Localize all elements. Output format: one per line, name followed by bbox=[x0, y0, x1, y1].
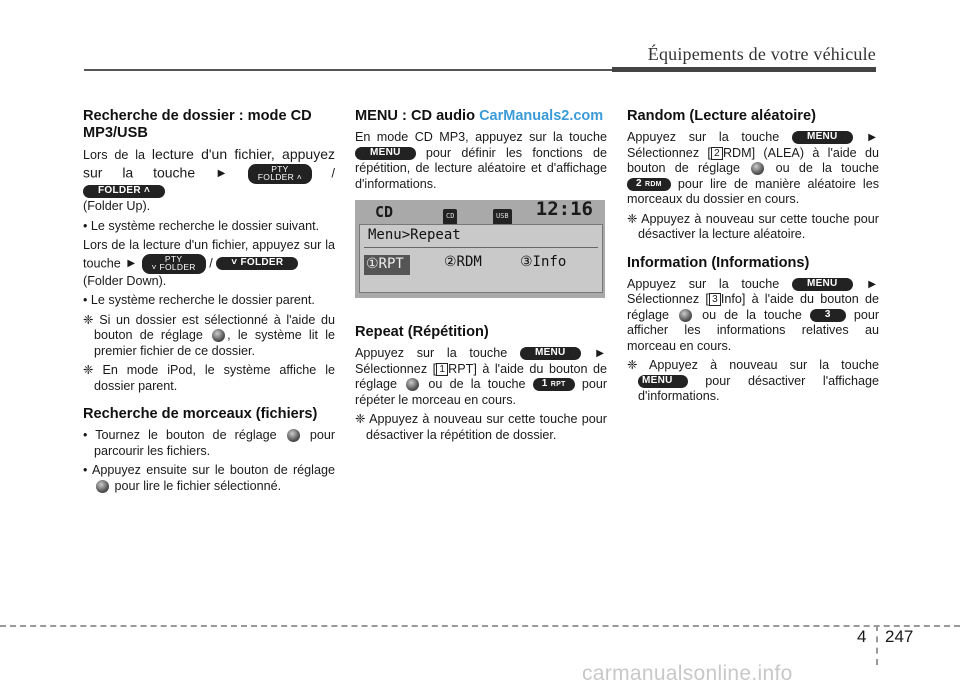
text: ou de la touche bbox=[702, 307, 802, 322]
slash: / bbox=[331, 165, 335, 180]
footer-rule bbox=[0, 625, 960, 627]
display-divider bbox=[364, 247, 598, 248]
text: ou de la touche bbox=[775, 161, 879, 176]
arrow-right-icon: ▶ bbox=[868, 132, 876, 143]
section-heading-menu-cd-audio bbox=[355, 108, 607, 125]
section-heading-repeat: Repeat (Répétition) bbox=[355, 324, 489, 340]
pty-folder-down-button: PTY ˅ FOLDER bbox=[142, 254, 206, 274]
display-option-rdm: ②RDM bbox=[444, 254, 482, 270]
text: Sélectionnez [ bbox=[355, 361, 437, 376]
head-unit-display bbox=[355, 200, 605, 298]
display-clock: 12:16 bbox=[535, 198, 593, 220]
arrow-right-icon: ▶ bbox=[596, 348, 604, 359]
button-label: PTY bbox=[164, 253, 183, 264]
text: pour lire le fichier sélectionné. bbox=[114, 478, 282, 493]
display-source-label: CD bbox=[375, 203, 394, 221]
text: pour parcourir les fichiers. bbox=[94, 428, 336, 458]
paragraph-folder-up bbox=[83, 147, 335, 215]
page-header-title: Équipements de votre véhicule bbox=[647, 44, 876, 64]
arrow-right-icon: ▶ bbox=[217, 167, 226, 179]
section-heading-track-search: Recherche de morceaux (fichiers) bbox=[83, 406, 318, 422]
button-label: PTY bbox=[271, 163, 289, 174]
tune-knob-icon bbox=[212, 329, 225, 342]
button-label: FOLDER bbox=[159, 261, 196, 272]
text: Info] à l'aide du bouton de réglage bbox=[627, 292, 879, 322]
arrow-right-icon: ▶ bbox=[868, 278, 876, 290]
text: ❈ Appuyez à nouveau sur la touche bbox=[627, 358, 879, 373]
display-menu-title: Menu>Repeat bbox=[368, 227, 461, 243]
left-column bbox=[83, 108, 335, 498]
text: Sélectionnez [ bbox=[627, 145, 711, 160]
text: Lors de la lecture d'un fichier, appuyez sur la touche bbox=[83, 238, 335, 270]
display-usb-tag: USB bbox=[493, 209, 512, 225]
button-label: 2 bbox=[636, 177, 642, 189]
tune-knob-icon bbox=[751, 162, 764, 175]
inline-watermark: CarManuals2.com bbox=[479, 108, 604, 124]
bullet-press-knob bbox=[83, 463, 335, 494]
footer-watermark: carmanualsonline.info bbox=[582, 662, 793, 685]
text: Appuyez sur la touche bbox=[627, 276, 780, 291]
middle-column bbox=[355, 108, 607, 447]
button-label: 1 bbox=[541, 378, 548, 390]
menu-button: MENU bbox=[355, 147, 416, 160]
slash: / bbox=[209, 255, 213, 270]
text: (Folder Down). bbox=[83, 273, 167, 288]
text: RPT] à l'aide du bouton de réglage bbox=[355, 361, 607, 392]
display-cd-tag: CD bbox=[443, 209, 457, 225]
note-folder-selected bbox=[83, 313, 335, 360]
tune-knob-icon bbox=[96, 480, 109, 493]
bullet-next-folder: • Le système recherche le dossier suivant. bbox=[83, 218, 320, 233]
header-rule-accent bbox=[612, 67, 876, 72]
button-label: FOLDER bbox=[257, 171, 295, 182]
text: ❈ Si un dossier est sélectionné à l'aide du bouton de réglage bbox=[83, 312, 335, 342]
tune-knob-icon bbox=[287, 429, 300, 442]
paragraph-repeat bbox=[355, 346, 607, 408]
paragraph-folder-down bbox=[83, 238, 335, 289]
right-column bbox=[627, 108, 879, 409]
text: pour désactiver l'affichage d'informations. bbox=[638, 373, 879, 404]
pty-folder-up-button: PTY FOLDER ˄ bbox=[248, 164, 312, 184]
display-option-info: ③Info bbox=[520, 254, 567, 270]
chapter-number: 4 bbox=[857, 627, 867, 646]
heading-text: MENU : CD audio bbox=[355, 108, 475, 124]
text: lecture d'un fichier, appuyez sur la touche bbox=[83, 146, 335, 180]
bullet-parent-folder: • Le système recherche le dossier parent. bbox=[83, 293, 315, 307]
folder-up-button: FOLDER ˄ bbox=[83, 185, 165, 198]
text: • Tournez le bouton de réglage bbox=[83, 428, 277, 442]
text: Appuyez sur la touche bbox=[355, 346, 508, 361]
display-option-rpt: ①RPT bbox=[364, 255, 410, 275]
paragraph-menu-intro bbox=[355, 130, 607, 192]
text: , le système lit le premier fichier de ce dossier. bbox=[94, 328, 335, 358]
note-repeat-off: ❈ Appuyez à nouveau sur cette touche pour désactiver la répétition de dossier. bbox=[355, 412, 607, 442]
footer-divider bbox=[876, 625, 878, 665]
menu-button: MENU bbox=[792, 131, 853, 144]
text: Appuyez sur la touche bbox=[627, 130, 780, 145]
section-heading-random: Random (Lecture aléatoire) bbox=[627, 108, 816, 124]
number-three-icon: 3 bbox=[709, 293, 721, 306]
rdm-button bbox=[627, 178, 671, 191]
button-label: FOLDER bbox=[240, 257, 284, 268]
menu-button: MENU bbox=[792, 278, 853, 291]
number-one-icon: 1 bbox=[436, 363, 448, 376]
button-label: RPT bbox=[550, 381, 566, 389]
rpt-button bbox=[533, 378, 575, 391]
folder-down-button: ˅ FOLDER bbox=[216, 257, 298, 270]
menu-button: MENU bbox=[520, 347, 581, 360]
page-number: 247 bbox=[885, 627, 914, 646]
number-two-icon: 2 bbox=[711, 147, 723, 160]
bullet-turn-knob bbox=[83, 428, 335, 459]
text: pour répéter le morceau en cours. bbox=[355, 377, 608, 407]
text: ou de la touche bbox=[428, 377, 526, 392]
paragraph-random bbox=[627, 130, 879, 208]
note-info-off bbox=[627, 358, 879, 405]
tune-knob-icon bbox=[679, 309, 692, 322]
text: pour afficher les informations relatives au morceau en cours. bbox=[627, 307, 880, 353]
button-label: RDM bbox=[644, 180, 662, 188]
button-label: FOLDER bbox=[98, 184, 141, 196]
note-random-off: ❈ Appuyez à nouveau sur cette touche pour désactiver la lecture aléatoire. bbox=[627, 211, 879, 242]
text: (Folder Up). bbox=[83, 199, 151, 213]
text: Lors de la bbox=[83, 148, 145, 162]
text: En mode CD MP3, appuyez sur la touche bbox=[355, 130, 607, 144]
section-heading-folder-search: Recherche de dossier : mode CD MP3/USB bbox=[83, 108, 312, 141]
text: pour définir les fonctions de répétition, de lecture aléatoire et d'affichage d'informations. bbox=[355, 145, 607, 191]
paragraph-information bbox=[627, 277, 879, 355]
info-button: 3 bbox=[810, 309, 846, 322]
display-menu-panel bbox=[359, 224, 603, 293]
text: Sélectionnez [ bbox=[627, 292, 709, 307]
text: • Appuyez ensuite sur le bouton de réglage bbox=[83, 463, 335, 477]
text: pour lire de manière aléatoire les morceaux du dossier en cours. bbox=[627, 176, 879, 207]
note-ipod-mode: ❈ En mode iPod, le système affiche le dossier parent. bbox=[83, 363, 335, 393]
menu-button: MENU bbox=[638, 375, 688, 388]
tune-knob-icon bbox=[406, 378, 419, 391]
text: RDM] (ALEA) à l'aide du bouton de réglage bbox=[627, 145, 879, 176]
section-heading-information: Information (Informations) bbox=[627, 254, 810, 271]
arrow-right-icon: ▶ bbox=[127, 257, 136, 269]
